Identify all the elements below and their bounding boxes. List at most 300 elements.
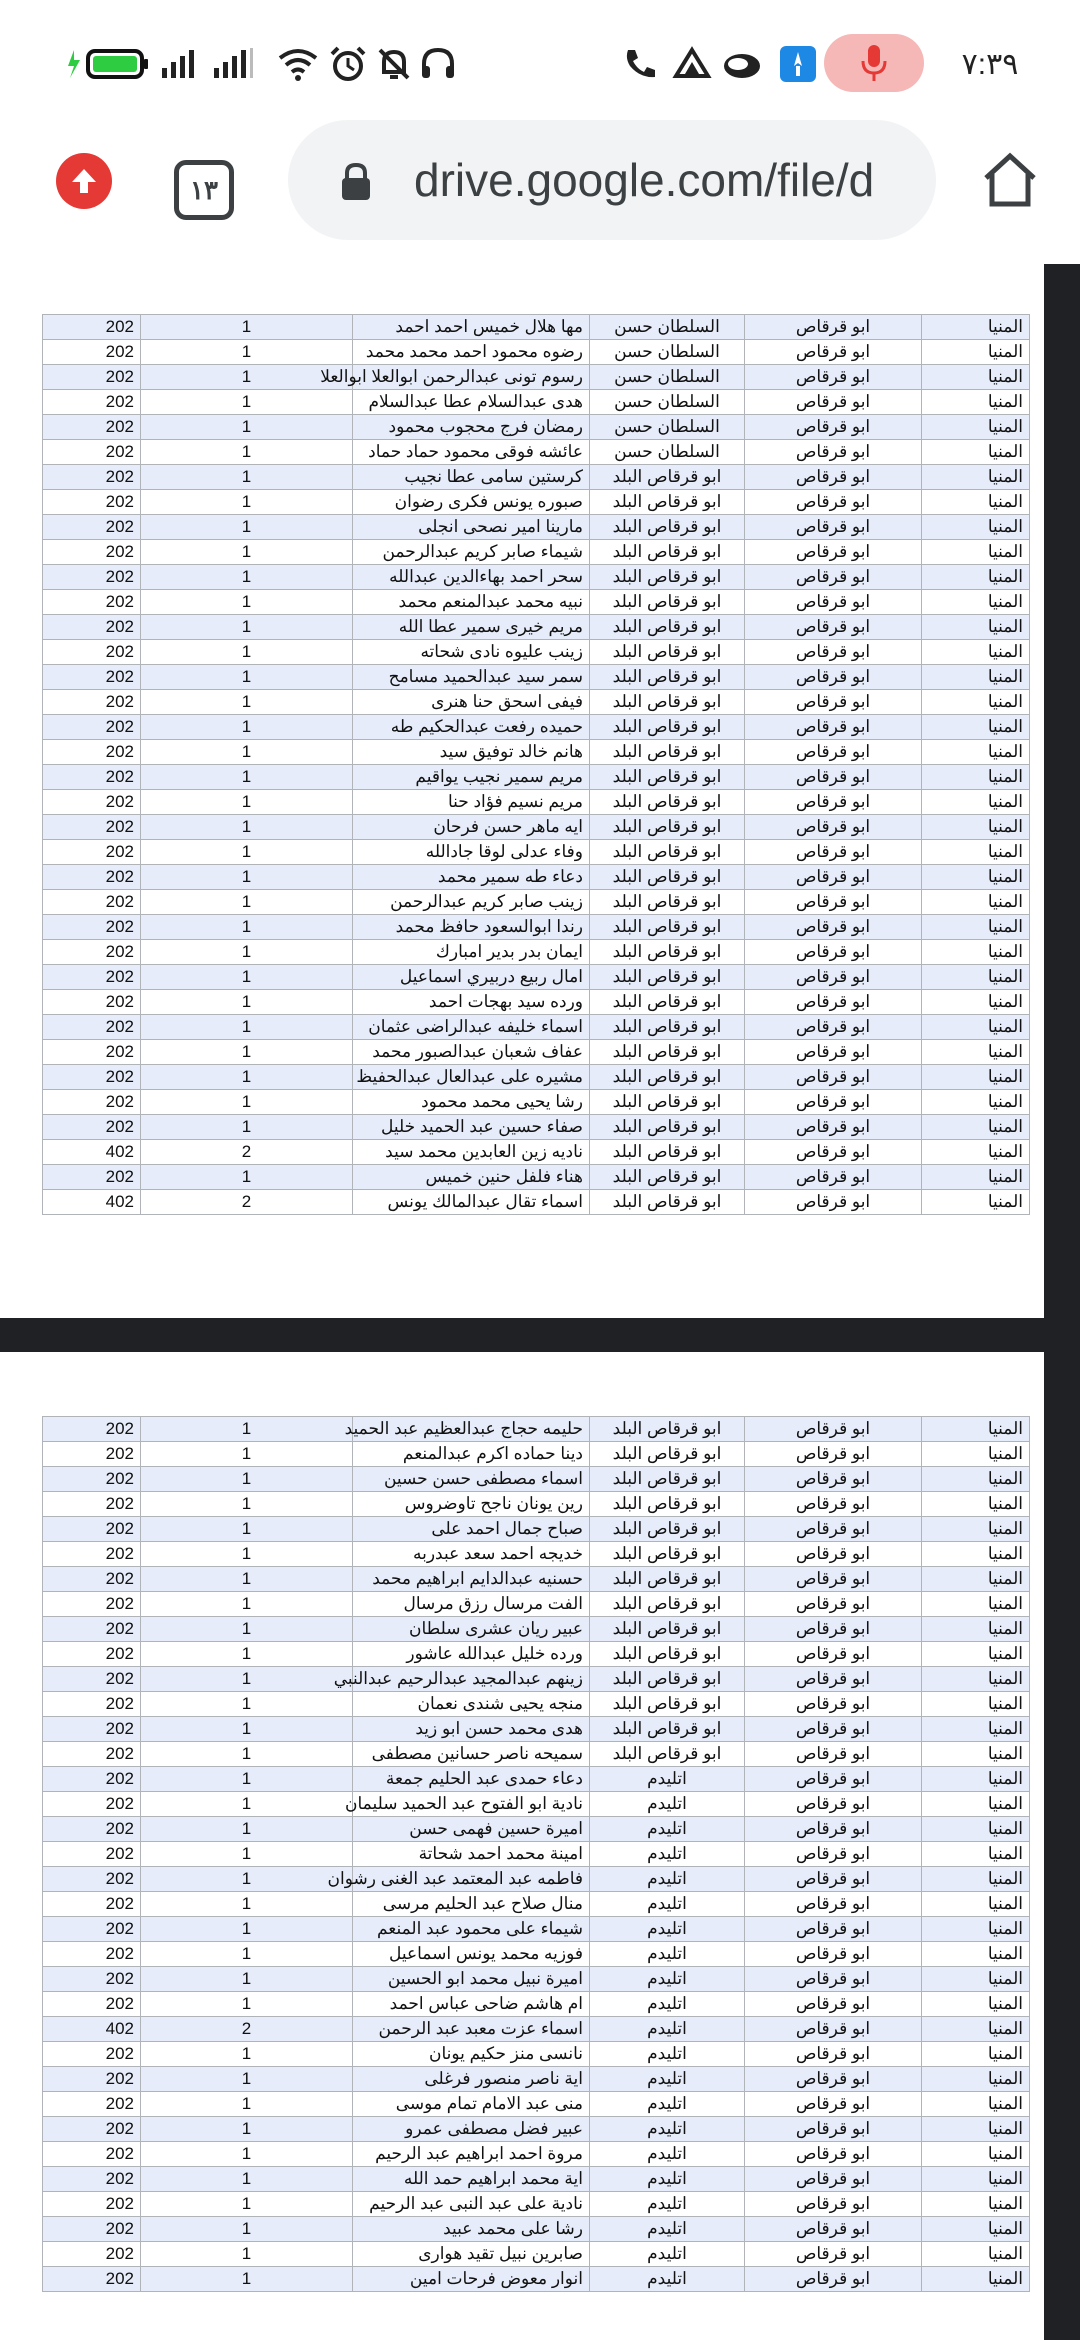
cell-quantity: 1 (141, 915, 353, 940)
cell-quantity: 1 (141, 2167, 353, 2192)
cell-district: ابو قرقاص (745, 1892, 922, 1917)
cell-code: 202 (43, 2242, 141, 2267)
headset-icon (418, 34, 458, 94)
cell-center: ابو قرقاص البلد (590, 640, 745, 665)
cell-center: ابو قرقاص البلد (590, 865, 745, 890)
cell-name: سميحه ناصر حسانين مصطفى (353, 1742, 590, 1767)
cell-name: اسماء خليفه عبدالراضى عثمان (353, 1015, 590, 1040)
cell-district: ابو قرقاص (745, 790, 922, 815)
cell-district: ابو قرقاص (745, 765, 922, 790)
cell-code: 202 (43, 1667, 141, 1692)
cell-code: 202 (43, 1542, 141, 1567)
cell-governorate: المنيا (922, 1767, 1030, 1792)
cell-quantity: 1 (141, 1667, 353, 1692)
table-row (43, 2192, 1030, 2217)
cell-name: عبير فضل مصطفى عمرو (353, 2117, 590, 2142)
cell-quantity: 1 (141, 1717, 353, 1742)
cell-governorate: المنيا (922, 1015, 1030, 1040)
cell-name: هناء فلفل حنين خميس (353, 1165, 590, 1190)
cell-name: مشيره على عبدالعال عبدالحفيظ (353, 1065, 590, 1090)
table-row (43, 665, 1030, 690)
cell-quantity: 1 (141, 840, 353, 865)
cell-code: 202 (43, 590, 141, 615)
cell-center: ابو قرقاص البلد (590, 1742, 745, 1767)
cell-code: 202 (43, 2192, 141, 2217)
cell-code: 202 (43, 990, 141, 1015)
table-row (43, 565, 1030, 590)
cell-quantity: 1 (141, 565, 353, 590)
cell-center: اتليدم (590, 1842, 745, 1867)
cell-code: 202 (43, 690, 141, 715)
cell-center: ابو قرقاص البلد (590, 890, 745, 915)
cell-district: ابو قرقاص (745, 2067, 922, 2092)
cell-governorate: المنيا (922, 1040, 1030, 1065)
cell-governorate: المنيا (922, 2117, 1030, 2142)
cell-center: ابو قرقاص البلد (590, 1165, 745, 1190)
cell-name: منى عبد الامام تمام موسى (353, 2092, 590, 2117)
update-button[interactable] (56, 153, 112, 209)
lock-icon (338, 162, 374, 202)
cell-name: رشا يحيى محمد محمود (353, 1090, 590, 1115)
cell-district: ابو قرقاص (745, 1090, 922, 1115)
cell-quantity: 2 (141, 2017, 353, 2042)
cell-governorate: المنيا (922, 1492, 1030, 1517)
cell-center: ابو قرقاص البلد (590, 915, 745, 940)
cell-name: عائشه فوقى محمود حماد حماد (353, 440, 590, 465)
cell-district: ابو قرقاص (745, 690, 922, 715)
cell-quantity: 1 (141, 1165, 353, 1190)
cell-name: كرستين سامى عطا نجيب (353, 465, 590, 490)
cell-district: ابو قرقاص (745, 315, 922, 340)
cell-district: ابو قرقاص (745, 1792, 922, 1817)
cell-governorate: المنيا (922, 2092, 1030, 2117)
cell-quantity: 1 (141, 615, 353, 640)
cell-code: 202 (43, 2042, 141, 2067)
cell-code: 202 (43, 1792, 141, 1817)
cell-center: اتليدم (590, 2217, 745, 2242)
cell-name: امال ربيع دربيري اسماعيل (353, 965, 590, 990)
cell-center: ابو قرقاص البلد (590, 690, 745, 715)
cell-governorate: المنيا (922, 615, 1030, 640)
cell-district: ابو قرقاص (745, 1592, 922, 1617)
cell-district: ابو قرقاص (745, 940, 922, 965)
cell-governorate: المنيا (922, 1115, 1030, 1140)
cell-center: ابو قرقاص البلد (590, 765, 745, 790)
cell-name: سمر سيد عبدالحميد مسامح (353, 665, 590, 690)
cell-district: ابو قرقاص (745, 1867, 922, 1892)
cell-code: 202 (43, 515, 141, 540)
cell-governorate: المنيا (922, 690, 1030, 715)
cell-governorate: المنيا (922, 765, 1030, 790)
cell-governorate: المنيا (922, 840, 1030, 865)
cell-district: ابو قرقاص (745, 490, 922, 515)
cell-code: 202 (43, 1892, 141, 1917)
cell-name: صبوره يونس فكرى رضوان (353, 490, 590, 515)
pdf-page-2 (0, 1352, 1044, 2340)
cell-governorate: المنيا (922, 890, 1030, 915)
cell-governorate: المنيا (922, 2067, 1030, 2092)
cell-quantity: 1 (141, 540, 353, 565)
cell-governorate: المنيا (922, 1642, 1030, 1667)
cell-code: 202 (43, 1115, 141, 1140)
cell-name: نادية ابو الفتوح عبد الحميد سليمان (353, 1792, 590, 1817)
table-row (43, 715, 1030, 740)
table-row (43, 2217, 1030, 2242)
cell-code: 202 (43, 2067, 141, 2092)
table-row (43, 540, 1030, 565)
cell-center: ابو قرقاص البلد (590, 790, 745, 815)
cell-district: ابو قرقاص (745, 840, 922, 865)
table-row (43, 1642, 1030, 1667)
cell-center: ابو قرقاص البلد (590, 1592, 745, 1617)
arrow-up-icon (68, 165, 100, 197)
cell-governorate: المنيا (922, 2267, 1030, 2292)
table-row (43, 515, 1030, 540)
table-row (43, 415, 1030, 440)
cell-district: ابو قرقاص (745, 440, 922, 465)
cell-governorate: المنيا (922, 1792, 1030, 1817)
cell-quantity: 1 (141, 865, 353, 890)
cell-governorate: المنيا (922, 1717, 1030, 1742)
cell-code: 202 (43, 615, 141, 640)
cell-district: ابو قرقاص (745, 1517, 922, 1542)
cell-center: ابو قرقاص البلد (590, 1442, 745, 1467)
cell-code: 202 (43, 2217, 141, 2242)
cell-governorate: المنيا (922, 1917, 1030, 1942)
cell-governorate: المنيا (922, 515, 1030, 540)
cell-district: ابو قرقاص (745, 965, 922, 990)
cell-quantity: 1 (141, 440, 353, 465)
cell-name: امينة محمد احمد شحاتة (353, 1842, 590, 1867)
table-row (43, 1165, 1030, 1190)
cell-center: ابو قرقاص البلد (590, 665, 745, 690)
cell-code: 202 (43, 1467, 141, 1492)
table-row (43, 1190, 1030, 1215)
cell-center: السلطان حسن (590, 415, 745, 440)
cell-code: 202 (43, 1492, 141, 1517)
table-row (43, 1592, 1030, 1617)
cell-center: ابو قرقاص البلد (590, 1667, 745, 1692)
cell-governorate: المنيا (922, 1667, 1030, 1692)
table-row (43, 1115, 1030, 1140)
cell-center: ابو قرقاص البلد (590, 740, 745, 765)
table-row (43, 1040, 1030, 1065)
cell-quantity: 1 (141, 1442, 353, 1467)
cell-center: ابو قرقاص البلد (590, 1140, 745, 1165)
cell-district: ابو قرقاص (745, 715, 922, 740)
pdf-page-1 (0, 264, 1044, 1318)
cell-name: شيماء صابر كريم عبدالرحمن (353, 540, 590, 565)
cell-code: 202 (43, 2117, 141, 2142)
cell-quantity: 1 (141, 2267, 353, 2292)
table-row (43, 465, 1030, 490)
cell-name: ناديه زين العابدين محمد سيد (353, 1140, 590, 1165)
cell-governorate: المنيا (922, 415, 1030, 440)
cell-quantity: 1 (141, 315, 353, 340)
alarm-icon (328, 34, 368, 94)
cell-name: اميرة نبيل محمد ابو الحسين (353, 1967, 590, 1992)
cell-governorate: المنيا (922, 815, 1030, 840)
cell-center: ابو قرقاص البلد (590, 940, 745, 965)
cell-name: هانم خالد توفيق سيد (353, 740, 590, 765)
cell-governorate: المنيا (922, 915, 1030, 940)
cell-district: ابو قرقاص (745, 815, 922, 840)
cell-code: 202 (43, 1065, 141, 1090)
cell-code: 202 (43, 440, 141, 465)
cell-center: اتليدم (590, 2067, 745, 2092)
table-row (43, 765, 1030, 790)
cell-code: 202 (43, 940, 141, 965)
cell-code: 202 (43, 715, 141, 740)
cell-center: اتليدم (590, 2042, 745, 2067)
cell-name: اسماء تقال عبدالمالك يونس (353, 1190, 590, 1215)
cell-governorate: المنيا (922, 2242, 1030, 2267)
cell-name: دعاء طه سمير محمد (353, 865, 590, 890)
cell-name: منال صلاح عبد الحليم مرسى (353, 1892, 590, 1917)
cell-center: ابو قرقاص البلد (590, 1617, 745, 1642)
cell-quantity: 1 (141, 1892, 353, 1917)
tab-switcher-button[interactable]: ١٣ (174, 160, 234, 220)
cell-district: ابو قرقاص (745, 665, 922, 690)
cell-center: ابو قرقاص البلد (590, 515, 745, 540)
cell-quantity: 1 (141, 1065, 353, 1090)
cell-name: زينب عليوه نادى شحاته (353, 640, 590, 665)
cell-code: 202 (43, 1842, 141, 1867)
cell-governorate: المنيا (922, 715, 1030, 740)
cell-center: السلطان حسن (590, 365, 745, 390)
table-row (43, 965, 1030, 990)
cell-name: حميده رفعت عبدالحكيم طه (353, 715, 590, 740)
cell-center: ابو قرقاص البلد (590, 1642, 745, 1667)
cell-center: ابو قرقاص البلد (590, 840, 745, 865)
table-row (43, 915, 1030, 940)
table-row (43, 1517, 1030, 1542)
cell-code: 202 (43, 490, 141, 515)
browser-toolbar (0, 120, 1080, 264)
cell-code: 202 (43, 765, 141, 790)
cell-code: 202 (43, 1090, 141, 1115)
cell-code: 202 (43, 890, 141, 915)
cell-district: ابو قرقاص (745, 1617, 922, 1642)
home-button[interactable] (980, 150, 1040, 210)
table-row (43, 1817, 1030, 1842)
cell-quantity: 1 (141, 815, 353, 840)
address-bar[interactable] (288, 120, 936, 240)
cell-district: ابو قرقاص (745, 390, 922, 415)
table-row (43, 1140, 1030, 1165)
cell-center: ابو قرقاص البلد (590, 1567, 745, 1592)
cell-center: ابو قرقاص البلد (590, 1417, 745, 1442)
cell-center: السلطان حسن (590, 390, 745, 415)
cell-governorate: المنيا (922, 1842, 1030, 1867)
cell-center: اتليدم (590, 1767, 745, 1792)
cell-code: 402 (43, 1140, 141, 1165)
cell-center: ابو قرقاص البلد (590, 965, 745, 990)
cell-name: هدى عبدالسلام عطا عبدالسلام (353, 390, 590, 415)
cell-code: 402 (43, 2017, 141, 2042)
cell-center: اتليدم (590, 1792, 745, 1817)
cell-district: ابو قرقاص (745, 1992, 922, 2017)
cell-quantity: 1 (141, 2067, 353, 2092)
cell-code: 202 (43, 740, 141, 765)
cell-name: ام هاشم ضاحى عباس احمد (353, 1992, 590, 2017)
cell-governorate: المنيا (922, 465, 1030, 490)
home-icon (980, 150, 1040, 210)
cell-center: اتليدم (590, 1892, 745, 1917)
cell-quantity: 1 (141, 365, 353, 390)
cell-name: اية محمد ابراهيم حمد الله (353, 2167, 590, 2192)
cell-code: 202 (43, 540, 141, 565)
cell-quantity: 1 (141, 490, 353, 515)
cell-governorate: المنيا (922, 1165, 1030, 1190)
cell-name: زينهم عبدالمجيد عبدالرحيم عبدالنبي (353, 1667, 590, 1692)
table-row (43, 490, 1030, 515)
document-viewer[interactable] (0, 264, 1080, 2340)
cell-district: ابو قرقاص (745, 1040, 922, 1065)
cell-district: ابو قرقاص (745, 1817, 922, 1842)
cell-center: ابو قرقاص البلد (590, 1467, 745, 1492)
cell-quantity: 1 (141, 390, 353, 415)
cell-center: ابو قرقاص البلد (590, 490, 745, 515)
cell-code: 202 (43, 1992, 141, 2017)
cell-center: اتليدم (590, 2142, 745, 2167)
cell-name: مريم خيرى سمير عطا الله (353, 615, 590, 640)
cell-quantity: 1 (141, 1492, 353, 1517)
table-row (43, 1442, 1030, 1467)
cell-name: مارينا امير نصحى انجلى (353, 515, 590, 540)
cell-governorate: المنيا (922, 365, 1030, 390)
cell-quantity: 1 (141, 890, 353, 915)
cell-code: 202 (43, 565, 141, 590)
cell-quantity: 1 (141, 515, 353, 540)
url-text[interactable]: drive.google.com/file/d (414, 154, 875, 206)
cell-district: ابو قرقاص (745, 1492, 922, 1517)
cell-governorate: المنيا (922, 540, 1030, 565)
table-row (43, 1792, 1030, 1817)
cell-center: ابو قرقاص البلد (590, 715, 745, 740)
cell-governorate: المنيا (922, 1517, 1030, 1542)
cell-governorate: المنيا (922, 665, 1030, 690)
cell-code: 202 (43, 465, 141, 490)
cell-code: 202 (43, 1442, 141, 1467)
table-row (43, 1892, 1030, 1917)
cell-district: ابو قرقاص (745, 2267, 922, 2292)
cell-quantity: 1 (141, 790, 353, 815)
cell-quantity: 1 (141, 1517, 353, 1542)
cell-name: مها هلال خميس احمد احمد (353, 315, 590, 340)
cell-governorate: المنيا (922, 1742, 1030, 1767)
cell-governorate: المنيا (922, 990, 1030, 1015)
cell-center: ابو قرقاص البلد (590, 1492, 745, 1517)
cell-name: رندا ابوالسعود حافظ محمد (353, 915, 590, 940)
cell-name: الفت مرسال رزق مرسال (353, 1592, 590, 1617)
cell-name: مريم نسيم فؤاد حنا (353, 790, 590, 815)
cell-code: 202 (43, 965, 141, 990)
data-table (42, 314, 1030, 1215)
table-row (43, 2067, 1030, 2092)
status-time: ٧:٣٩ (961, 47, 1019, 81)
cell-center: اتليدم (590, 2167, 745, 2192)
cell-district: ابو قرقاص (745, 340, 922, 365)
cell-governorate: المنيا (922, 2042, 1030, 2067)
table-row (43, 1090, 1030, 1115)
table-row (43, 1867, 1030, 1892)
cell-quantity: 1 (141, 1642, 353, 1667)
cell-name: زينب صابر كريم عبدالرحمن (353, 890, 590, 915)
cell-quantity: 1 (141, 1767, 353, 1792)
cell-governorate: المنيا (922, 1692, 1030, 1717)
cell-district: ابو قرقاص (745, 615, 922, 640)
cell-district: ابو قرقاص (745, 1692, 922, 1717)
table-row (43, 2142, 1030, 2167)
cell-district: ابو قرقاص (745, 1967, 922, 1992)
cell-quantity: 1 (141, 1942, 353, 1967)
cell-code: 202 (43, 390, 141, 415)
cell-quantity: 1 (141, 940, 353, 965)
cell-center: ابو قرقاص البلد (590, 1040, 745, 1065)
cell-district: ابو قرقاص (745, 1140, 922, 1165)
table-row (43, 2242, 1030, 2267)
cell-governorate: المنيا (922, 2017, 1030, 2042)
microphone-icon[interactable] (824, 34, 924, 92)
cell-quantity: 1 (141, 2192, 353, 2217)
cell-name: اية ناصر منصور فرغلى (353, 2067, 590, 2092)
cell-name: رسوم تونى عبدالرحمن ابوالعلا ابوالعلا (353, 365, 590, 390)
cell-district: ابو قرقاص (745, 2117, 922, 2142)
cell-governorate: المنيا (922, 865, 1030, 890)
table-row (43, 1842, 1030, 1867)
table-row (43, 2017, 1030, 2042)
cell-quantity: 1 (141, 1417, 353, 1442)
cell-quantity: 1 (141, 665, 353, 690)
cell-name: سحر احمد بهاءالدين عبدالله (353, 565, 590, 590)
cell-center: اتليدم (590, 2117, 745, 2142)
cell-district: ابو قرقاص (745, 740, 922, 765)
cell-district: ابو قرقاص (745, 1717, 922, 1742)
table-row (43, 1417, 1030, 1442)
cell-district: ابو قرقاص (745, 1917, 922, 1942)
cell-code: 202 (43, 1517, 141, 1542)
cell-governorate: المنيا (922, 1417, 1030, 1442)
cell-code: 202 (43, 640, 141, 665)
table-row (43, 1942, 1030, 1967)
cell-name: دعاء حمدى عبد الحليم جمعة (353, 1767, 590, 1792)
cell-district: ابو قرقاص (745, 2192, 922, 2217)
table-row (43, 1542, 1030, 1567)
cell-center: ابو قرقاص البلد (590, 540, 745, 565)
cell-governorate: المنيا (922, 640, 1030, 665)
cell-code: 202 (43, 1867, 141, 1892)
cell-name: حليمه حجاج عبدالعظيم عبد الحميد (353, 1417, 590, 1442)
cell-code: 202 (43, 415, 141, 440)
cell-governorate: المنيا (922, 340, 1030, 365)
cell-center: ابو قرقاص البلد (590, 1692, 745, 1717)
cell-district: ابو قرقاص (745, 2142, 922, 2167)
cell-district: ابو قرقاص (745, 1667, 922, 1692)
cell-quantity: 1 (141, 1040, 353, 1065)
cell-code: 202 (43, 1817, 141, 1842)
cell-governorate: المنيا (922, 940, 1030, 965)
cell-district: ابو قرقاص (745, 1190, 922, 1215)
cell-code: 202 (43, 1165, 141, 1190)
cell-name: وفاء عدلى لوقا جادالله (353, 840, 590, 865)
table-row (43, 1717, 1030, 1742)
cell-center: ابو قرقاص البلد (590, 1090, 745, 1115)
table-row (43, 990, 1030, 1015)
cell-name: رضوه محمود احمد محمد محمد (353, 340, 590, 365)
cell-district: ابو قرقاص (745, 2217, 922, 2242)
cell-name: حسنيه عبدالدايم ابراهيم محمد (353, 1567, 590, 1592)
